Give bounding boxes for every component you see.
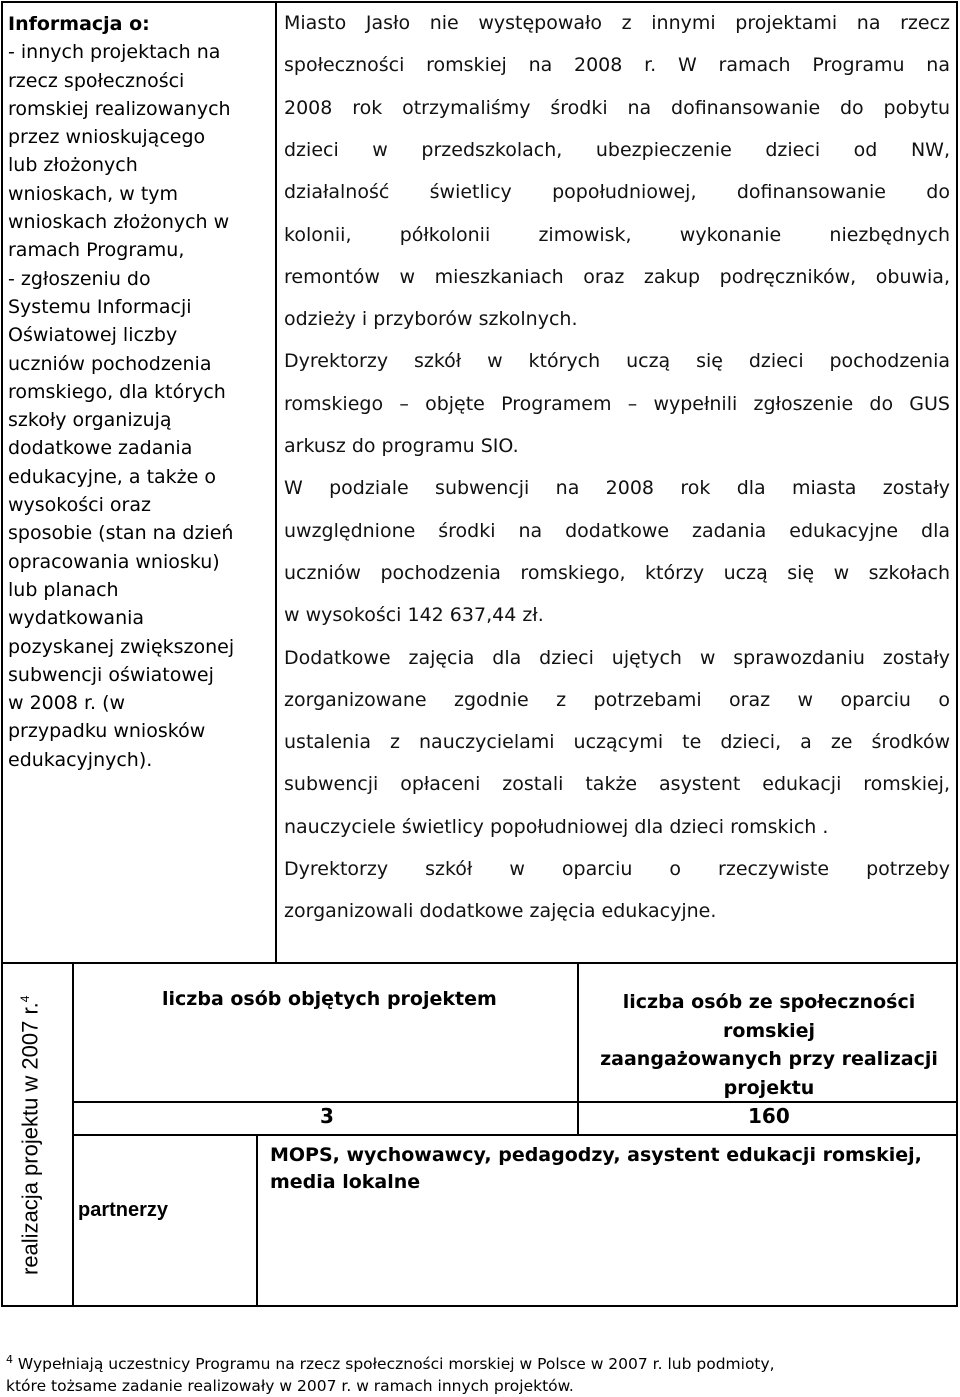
side-label-text: realizacja projektu w 2007 r. [17,1002,43,1275]
content-line: ustalenia z nauczycielami uczącymi te dzieci, a ze środków [284,731,950,754]
side-label-footnote-ref: 4 [18,995,32,1003]
content-line: remontów w mieszkaniach oraz zakup podręczników, obuwia, [284,265,950,288]
left-line: rzecz społeczności [8,69,185,92]
content-line: zorganizowali dodatkowe zajęcia edukacyjne. [284,900,717,923]
content-line: kolonii, półkolonii zimowisk, wykonanie niezbędnych [284,223,950,246]
col-header-roma-line: projektu [723,1076,815,1099]
content-line: Miasto Jasło nie występowało z innymi projektami na rzecz [284,12,950,34]
left-line: Systemu Informacji [8,295,192,318]
content-line: uczniów pochodzenia romskiego, którzy uczą się w szkołach [284,561,950,584]
left-line: wysokości oraz [8,494,151,517]
content-line: działalność świetlicy popołudniowej, dofinansowanie do [284,181,950,204]
content-line: społeczności romskiej na 2008 r. W ramach Programu na [284,54,950,77]
left-line: ramach Programu, [8,239,185,262]
left-line: w 2008 r. (w [8,692,126,715]
left-line: przez wnioskującego [8,126,206,149]
content-line: zorganizowane zgodnie z potrzebami oraz w oparciu o [284,688,950,711]
left-lines [8,38,270,774]
left-line: - zgłoszeniu do [8,267,151,290]
left-heading: Informacja o: [8,13,150,35]
content-line: subwencji opłaceni zostali także asystent edukacji romskiej, [284,773,950,796]
left-line: wnioskach, w tym [8,182,179,205]
column-divider [275,3,277,962]
left-line: wnioskach złożonych w [8,211,230,234]
left-line: - innych projektach na [8,41,221,64]
content-line: romskiego – objęte Programem – wypełnili zgłoszenie do GUS [284,392,950,415]
partners-value-line: MOPS, wychowawcy, pedagodzy, asystent edukacji romskiej, [270,1144,922,1166]
col-header-roma [579,988,959,1102]
left-line: lub złożonych [8,154,138,177]
footnote-number: 4 [6,1353,13,1366]
left-label-cell [8,10,270,774]
left-line: pozyskanej zwiększonej [8,635,235,658]
left-line: sposobie (stan na dzień [8,522,234,545]
left-line: przypadku wniosków [8,720,206,743]
content-line: Dyrektorzy szkół w oparciu o rzeczywiste potrzeby [284,858,950,880]
footnote-text-1: Wypełniają uczestnicy Programu na rzecz społeczności morskiej w Polsce w 2007 r. lub podmioty, [13,1355,775,1374]
value-roma: 160 [748,1104,790,1128]
side-label [10,985,45,1275]
content-line: uwzględnione środki na dodatkowe zadania edukacyjne dla [284,519,950,542]
content-line: arkusz do programu SIO. [284,435,519,457]
value-persons: 3 [320,1104,334,1128]
col-header-roma-line: liczba osób ze społeczności [622,991,916,1013]
left-line: wydatkowania [8,607,145,630]
content-line: 2008 rok otrzymaliśmy środki na dofinansowanie do pobytu [284,96,950,119]
left-line: szkoły organizują [8,409,172,432]
left-line: subwencji oświatowej [8,663,214,686]
left-line: dodatkowe zadania [8,437,193,460]
partners-value [270,1142,954,1196]
left-line: uczniów pochodzenia [8,352,212,375]
values-row-divider [73,1134,957,1136]
content-line: W podziale subwencji na 2008 rok dla miasta zostały [284,477,950,500]
left-line: romskiego, dla których [8,380,226,403]
footnote [6,1349,956,1397]
col-header-roma-line: zaangażowanych przy realizacji [600,1048,938,1070]
left-line: edukacyjne, a także o [8,465,216,488]
content-line: nauczyciele świetlicy popołudniowej dla dzieci romskich . [284,815,829,838]
left-line: lub planach [8,578,119,601]
col-header-persons: liczba osób objętych projektem [162,988,497,1010]
left-line: opracowania wniosku) [8,550,220,573]
left-line: Oświatowej liczby [8,324,178,347]
left-line: romskiej realizowanych [8,97,231,120]
content-line: dzieci w przedszkolach, ubezpieczenie dzieci od NW, [284,138,950,161]
footnote-line-1 [6,1349,956,1375]
partners-value-line: media lokalne [270,1171,421,1193]
content-line: Dyrektorzy szkół w których uczą się dzieci pochodzenia [284,350,950,373]
partners-divider [256,1134,258,1307]
content-line: w wysokości 142 637,44 zł. [284,604,544,627]
content-line: odzieży i przyborów szkolnych. [284,308,578,331]
content-line: Dodatkowe zajęcia dla dzieci ujętych w sprawozdaniu zostały [284,646,950,669]
footnote-text-2: które tożsame zadanie realizowały w 2007 r. w ramach innych projektów. [6,1377,574,1396]
partners-label: partnerzy [78,1199,169,1221]
col-header-roma-line: romskiej [722,1019,816,1042]
left-line: edukacyjnych). [8,748,153,771]
